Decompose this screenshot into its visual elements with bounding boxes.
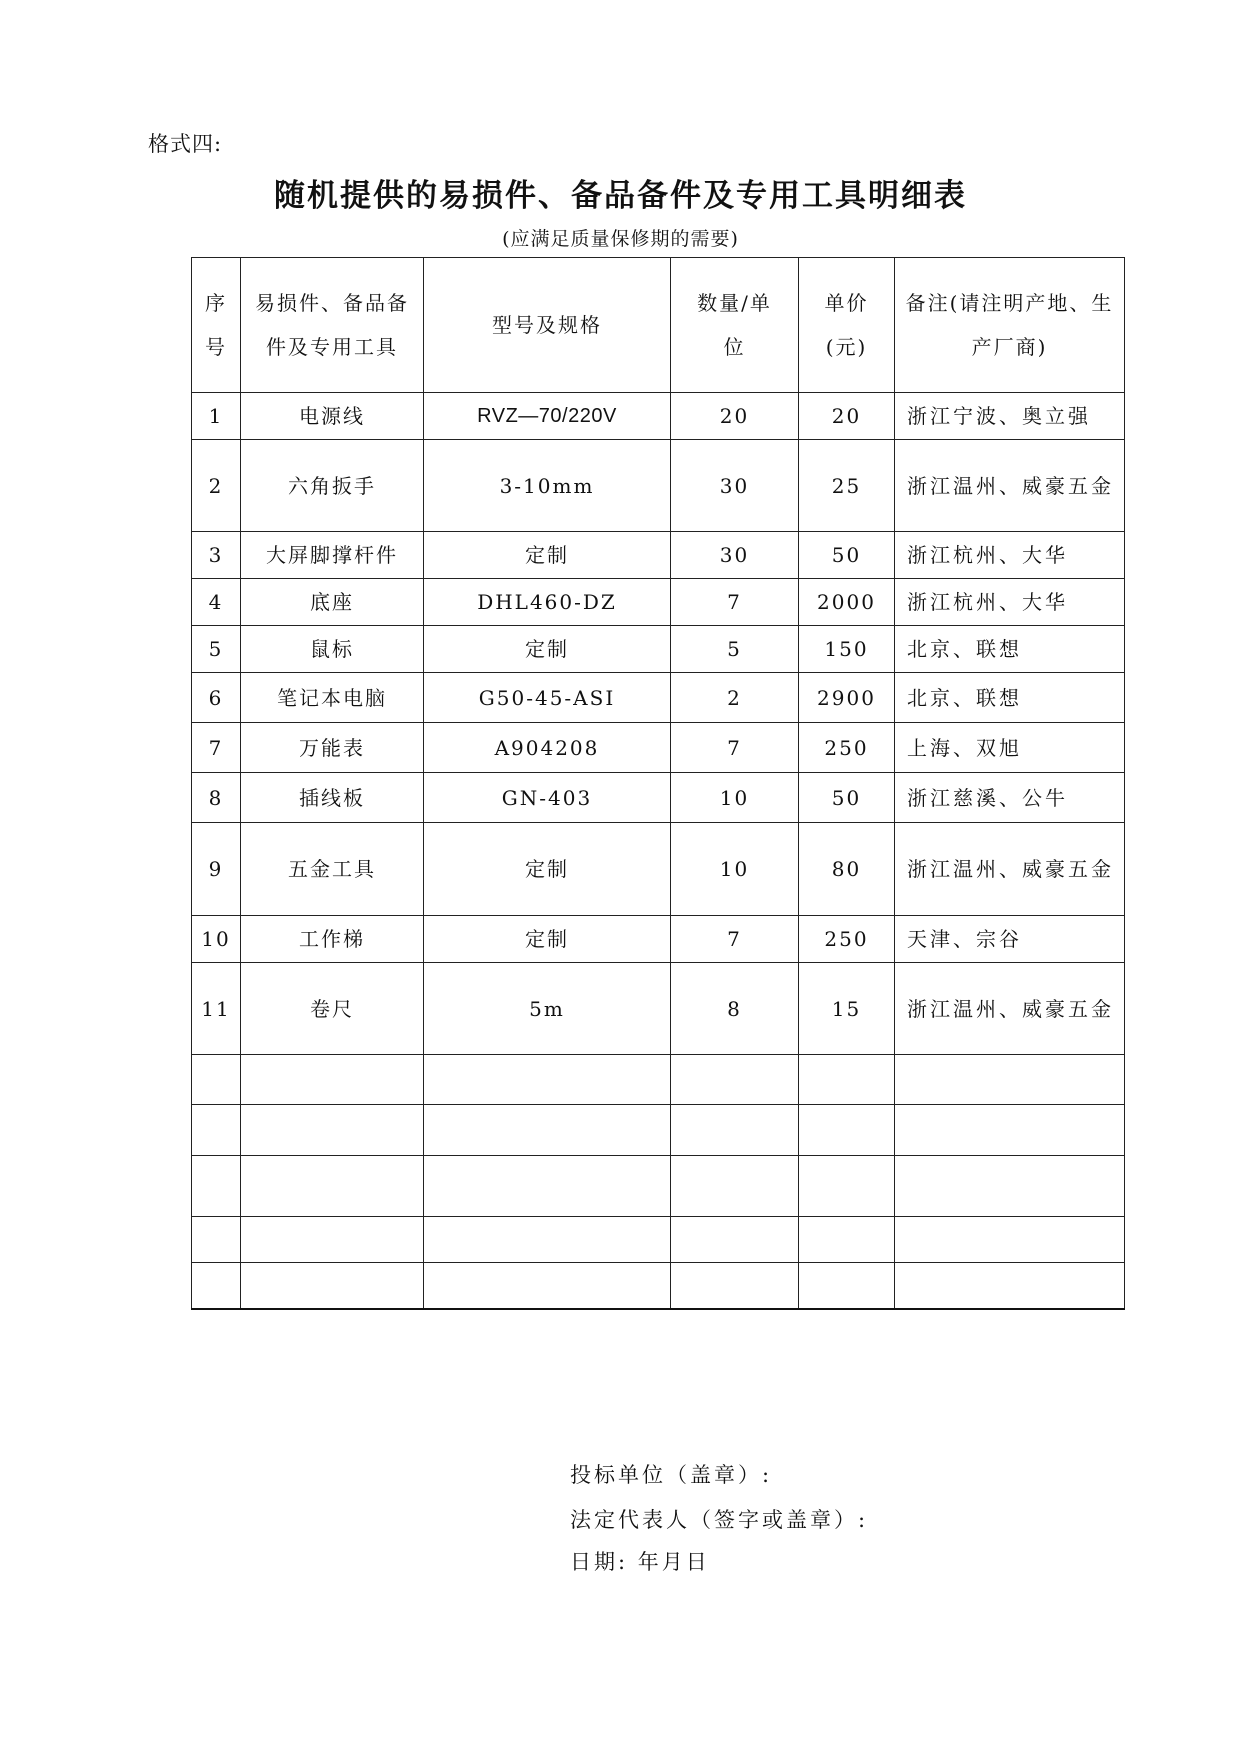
cell-qty: 8 xyxy=(671,963,799,1055)
bidder-seal-line: 投标单位（盖章）: xyxy=(570,1463,773,1487)
cell-spec: DHL460-DZ xyxy=(424,579,671,626)
header-spec: 型号及规格 xyxy=(424,258,671,393)
cell-price: 250 xyxy=(799,723,895,773)
cell-seq: 5 xyxy=(192,626,241,673)
cell-seq: 11 xyxy=(192,963,241,1055)
cell-price: 25 xyxy=(799,440,895,532)
cell-empty xyxy=(671,1156,799,1217)
cell-empty xyxy=(799,1055,895,1105)
cell-remark: 浙江杭州、大华 xyxy=(895,579,1125,626)
cell-price: 2000 xyxy=(799,579,895,626)
cell-remark: 北京、联想 xyxy=(895,626,1125,673)
cell-seq: 7 xyxy=(192,723,241,773)
cell-empty xyxy=(241,1156,424,1217)
cell-item: 万能表 xyxy=(241,723,424,773)
cell-empty xyxy=(799,1217,895,1263)
cell-empty xyxy=(671,1055,799,1105)
cell-remark: 浙江慈溪、公牛 xyxy=(895,773,1125,823)
cell-item: 鼠标 xyxy=(241,626,424,673)
cell-empty xyxy=(241,1217,424,1263)
cell-price: 20 xyxy=(799,393,895,440)
cell-spec: GN-403 xyxy=(424,773,671,823)
header-price: 单价(元) xyxy=(799,258,895,393)
cell-spec: A904208 xyxy=(424,723,671,773)
cell-empty xyxy=(424,1055,671,1105)
cell-item: 笔记本电脑 xyxy=(241,673,424,723)
cell-spec: 5m xyxy=(424,963,671,1055)
cell-empty xyxy=(799,1156,895,1217)
format-label: 格式四: xyxy=(148,132,223,156)
table-row xyxy=(192,823,1125,916)
header-seq: 序号 xyxy=(192,258,241,393)
cell-empty xyxy=(895,1263,1125,1309)
cell-price: 15 xyxy=(799,963,895,1055)
cell-item: 六角扳手 xyxy=(241,440,424,532)
cell-remark: 上海、双旭 xyxy=(895,723,1125,773)
table-row xyxy=(192,579,1125,626)
cell-empty xyxy=(424,1217,671,1263)
table-row xyxy=(192,723,1125,773)
cell-empty xyxy=(671,1217,799,1263)
table-row xyxy=(192,916,1125,963)
cell-qty: 10 xyxy=(671,823,799,916)
table-row-empty xyxy=(192,1055,1125,1105)
cell-remark: 浙江温州、威豪五金 xyxy=(895,963,1125,1055)
cell-item: 电源线 xyxy=(241,393,424,440)
cell-empty xyxy=(241,1105,424,1156)
cell-remark: 浙江温州、威豪五金 xyxy=(895,440,1125,532)
cell-remark: 浙江宁波、奥立强 xyxy=(895,393,1125,440)
cell-empty xyxy=(895,1055,1125,1105)
cell-empty xyxy=(192,1055,241,1105)
cell-item: 卷尺 xyxy=(241,963,424,1055)
header-qty: 数量/单位 xyxy=(671,258,799,393)
cell-seq: 1 xyxy=(192,393,241,440)
cell-empty xyxy=(192,1156,241,1217)
table-row-empty xyxy=(192,1217,1125,1263)
cell-empty xyxy=(192,1105,241,1156)
cell-item: 底座 xyxy=(241,579,424,626)
cell-spec: 定制 xyxy=(424,823,671,916)
cell-item: 插线板 xyxy=(241,773,424,823)
cell-empty xyxy=(799,1105,895,1156)
cell-empty xyxy=(671,1105,799,1156)
cell-empty xyxy=(671,1263,799,1309)
cell-empty xyxy=(241,1263,424,1309)
cell-spec: 定制 xyxy=(424,626,671,673)
cell-empty xyxy=(424,1105,671,1156)
cell-remark: 北京、联想 xyxy=(895,673,1125,723)
cell-empty xyxy=(424,1263,671,1309)
cell-remark: 天津、宗谷 xyxy=(895,916,1125,963)
table-row-empty xyxy=(192,1263,1125,1309)
cell-qty: 7 xyxy=(671,723,799,773)
table-row xyxy=(192,673,1125,723)
cell-empty xyxy=(424,1156,671,1217)
cell-empty xyxy=(895,1105,1125,1156)
cell-spec: RVZ—70/220V xyxy=(424,393,671,440)
cell-seq: 8 xyxy=(192,773,241,823)
table-row xyxy=(192,963,1125,1055)
table-row-empty xyxy=(192,1105,1125,1156)
cell-empty xyxy=(895,1217,1125,1263)
legal-rep-signature-line: 法定代表人（签字或盖章）: xyxy=(570,1508,869,1532)
cell-remark: 浙江杭州、大华 xyxy=(895,532,1125,579)
cell-qty: 2 xyxy=(671,673,799,723)
table-row xyxy=(192,440,1125,532)
table-header-row xyxy=(192,258,1125,393)
cell-spec: G50-45-ASI xyxy=(424,673,671,723)
page-subtitle: (应满足质量保修期的需要) xyxy=(502,228,739,250)
cell-qty: 20 xyxy=(671,393,799,440)
cell-spec: 定制 xyxy=(424,532,671,579)
cell-price: 150 xyxy=(799,626,895,673)
cell-seq: 9 xyxy=(192,823,241,916)
cell-empty xyxy=(192,1217,241,1263)
date-line: 日期: 年月日 xyxy=(570,1550,710,1574)
cell-qty: 30 xyxy=(671,440,799,532)
cell-item: 五金工具 xyxy=(241,823,424,916)
cell-price: 2900 xyxy=(799,673,895,723)
cell-empty xyxy=(241,1055,424,1105)
cell-spec: 3-10mm xyxy=(424,440,671,532)
cell-qty: 30 xyxy=(671,532,799,579)
table-row xyxy=(192,773,1125,823)
cell-item: 工作梯 xyxy=(241,916,424,963)
table-row xyxy=(192,532,1125,579)
parts-table xyxy=(191,257,1125,1310)
cell-price: 50 xyxy=(799,773,895,823)
cell-seq: 2 xyxy=(192,440,241,532)
cell-price: 250 xyxy=(799,916,895,963)
cell-qty: 7 xyxy=(671,916,799,963)
cell-seq: 4 xyxy=(192,579,241,626)
cell-item: 大屏脚撑杆件 xyxy=(241,532,424,579)
cell-remark: 浙江温州、威豪五金 xyxy=(895,823,1125,916)
page-title: 随机提供的易损件、备品备件及专用工具明细表 xyxy=(274,178,967,214)
cell-qty: 10 xyxy=(671,773,799,823)
cell-seq: 10 xyxy=(192,916,241,963)
cell-qty: 5 xyxy=(671,626,799,673)
header-item: 易损件、备品备件及专用工具 xyxy=(241,258,424,393)
cell-empty xyxy=(799,1263,895,1309)
cell-price: 80 xyxy=(799,823,895,916)
cell-price: 50 xyxy=(799,532,895,579)
header-remark: 备注(请注明产地、生产厂商) xyxy=(895,258,1125,393)
cell-empty xyxy=(895,1156,1125,1217)
table-row-empty xyxy=(192,1156,1125,1217)
table-row xyxy=(192,626,1125,673)
cell-seq: 3 xyxy=(192,532,241,579)
table-row xyxy=(192,393,1125,440)
cell-qty: 7 xyxy=(671,579,799,626)
cell-empty xyxy=(192,1263,241,1309)
cell-spec: 定制 xyxy=(424,916,671,963)
cell-seq: 6 xyxy=(192,673,241,723)
